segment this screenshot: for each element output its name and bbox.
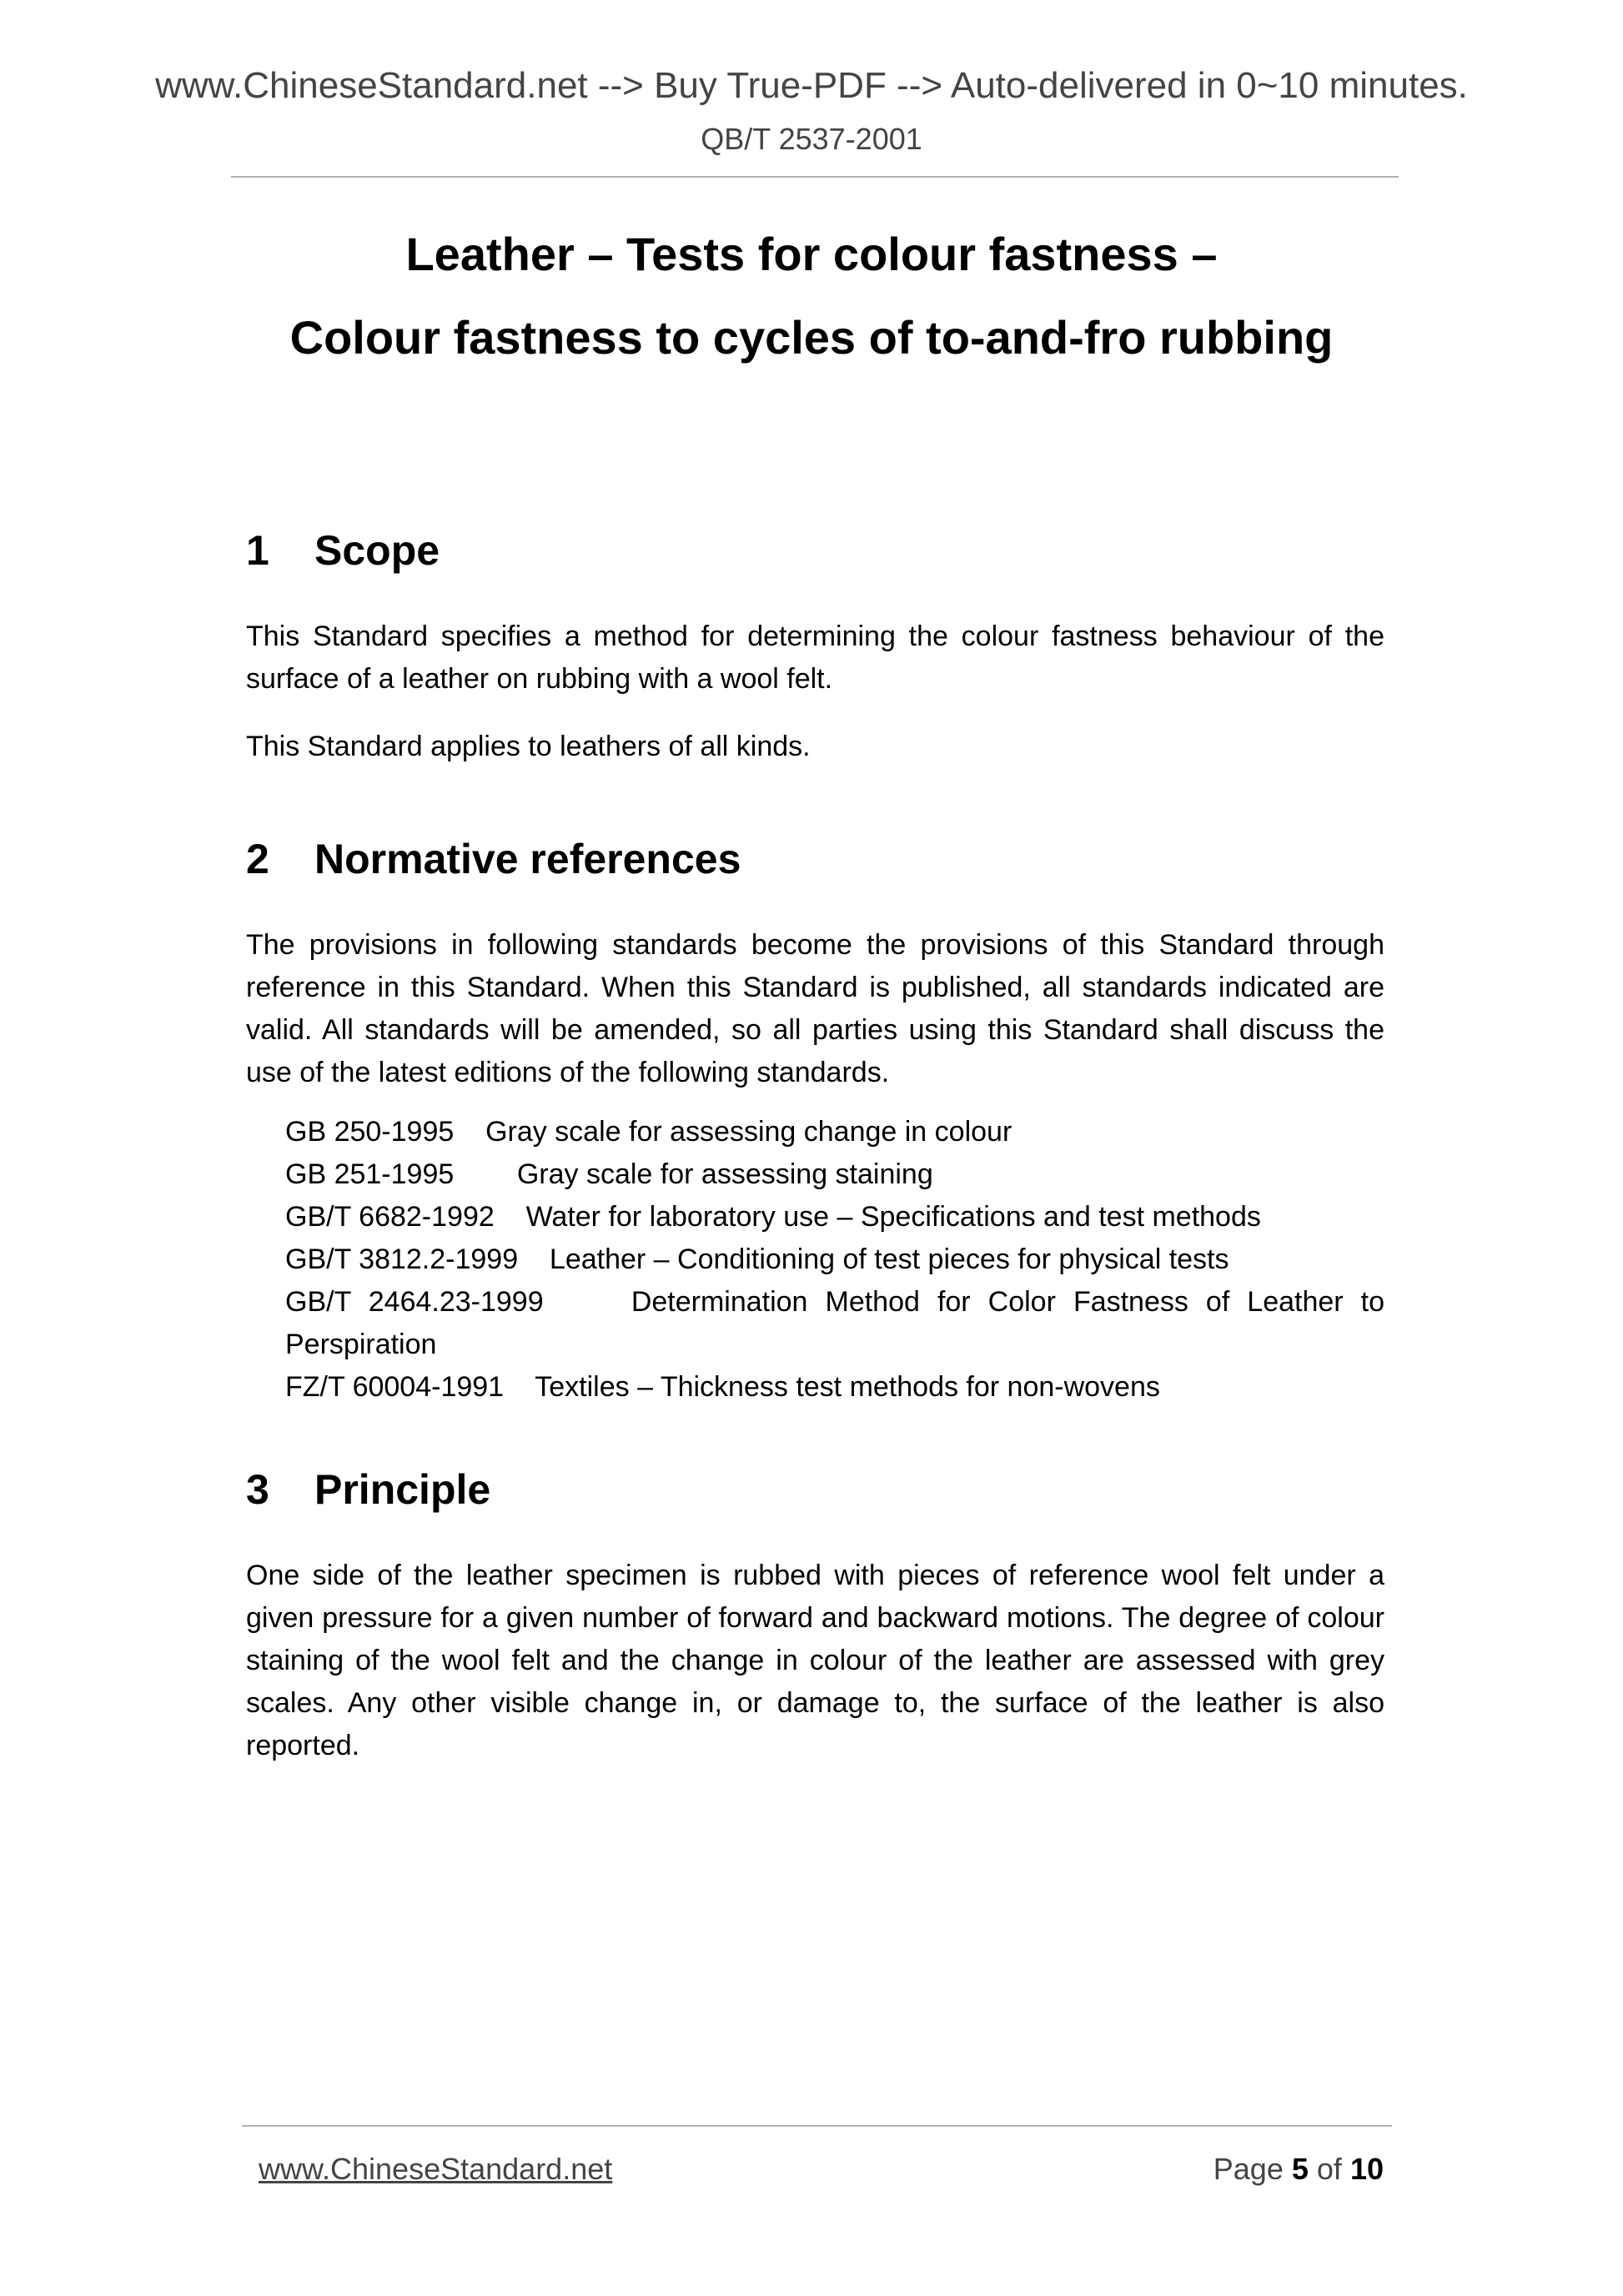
paragraph: The provisions in following standards become the provisions of this Standard through reference in this Standard. When this Standard is published, all standards indicated are valid. All standards will be amended, so all parties using this Standard shall discuss the use of the latest editions of the following standards. xyxy=(246,929,1384,1088)
section-heading-normative-references xyxy=(246,826,1384,892)
total-pages: 10 xyxy=(1349,2152,1384,2186)
reference-item xyxy=(246,1238,1384,1281)
reference-item xyxy=(246,1196,1384,1238)
document-title-line-2: Colour fastness to cycles of to-and-fro rubbing xyxy=(289,311,1334,364)
reference-code: FZ/T 60004-1991 xyxy=(285,1371,505,1403)
reference-code: GB 250-1995 xyxy=(285,1116,455,1148)
section-number: 1 xyxy=(246,527,269,574)
reference-title: Gray scale for assessing change in colour xyxy=(485,1116,1012,1148)
document-body xyxy=(246,517,1384,1767)
reference-code: GB/T 6682-1992 xyxy=(285,1201,495,1233)
section-number: 2 xyxy=(246,836,269,882)
reference-title: Leather – Conditioning of test pieces for physical tests xyxy=(549,1243,1229,1275)
reference-code: GB/T 2464.23-1999 xyxy=(285,1286,544,1318)
section-title: Principle xyxy=(314,1466,491,1513)
reference-title: Gray scale for assessing staining xyxy=(516,1158,933,1190)
paragraph: One side of the leather specimen is rubbed with pieces of reference wool felt under a given pressure for a given number of forward and backward motions. The degree of colour staining of the wool felt and the change in colour of the leather are assessed with grey scales. Any other visible change in, or damage to, the surface of the leather is also reported. xyxy=(246,1560,1384,1761)
reference-list xyxy=(246,1111,1384,1409)
footer-website-link[interactable]: www.ChineseStandard.net xyxy=(259,2152,613,2186)
paragraph: This Standard applies to leathers of all kinds. xyxy=(246,731,811,762)
reference-title: Determination Method for Color Fastness of Leather to Perspiration xyxy=(285,1286,1385,1360)
header-divider xyxy=(231,176,1399,178)
reference-title: Textiles – Thickness test methods for non-wovens xyxy=(535,1371,1160,1403)
document-code: QB/T 2537-2001 xyxy=(701,122,922,156)
reference-item xyxy=(246,1281,1384,1366)
reference-code: GB 251-1995 xyxy=(285,1158,455,1190)
page-label: Page xyxy=(1213,2152,1284,2186)
site-banner: www.ChineseStandard.net --> Buy True-PDF --> Auto-delivered in 0~10 minutes. xyxy=(155,65,1468,106)
reference-code: GB/T 3812.2-1999 xyxy=(285,1243,519,1275)
reference-title: Water for laboratory use – Specifications and test methods xyxy=(525,1201,1261,1233)
paragraph: This Standard specifies a method for determining the colour fastness behaviour of the surface of a leather on rubbing with a wool felt. xyxy=(246,620,1384,695)
reference-item xyxy=(246,1111,1384,1153)
page-of-label: of xyxy=(1316,2152,1342,2186)
section-heading-principle xyxy=(246,1456,1384,1523)
reference-item xyxy=(246,1366,1384,1409)
footer-divider xyxy=(242,2125,1392,2127)
reference-item xyxy=(246,1153,1384,1196)
current-page: 5 xyxy=(1291,2152,1309,2186)
section-heading-scope xyxy=(246,517,1384,584)
section-title: Scope xyxy=(314,527,440,574)
page-indicator xyxy=(1213,2152,1384,2187)
document-title-line-1: Leather – Tests for colour fastness – xyxy=(405,228,1218,280)
section-title: Normative references xyxy=(314,836,741,882)
section-number: 3 xyxy=(246,1466,269,1513)
